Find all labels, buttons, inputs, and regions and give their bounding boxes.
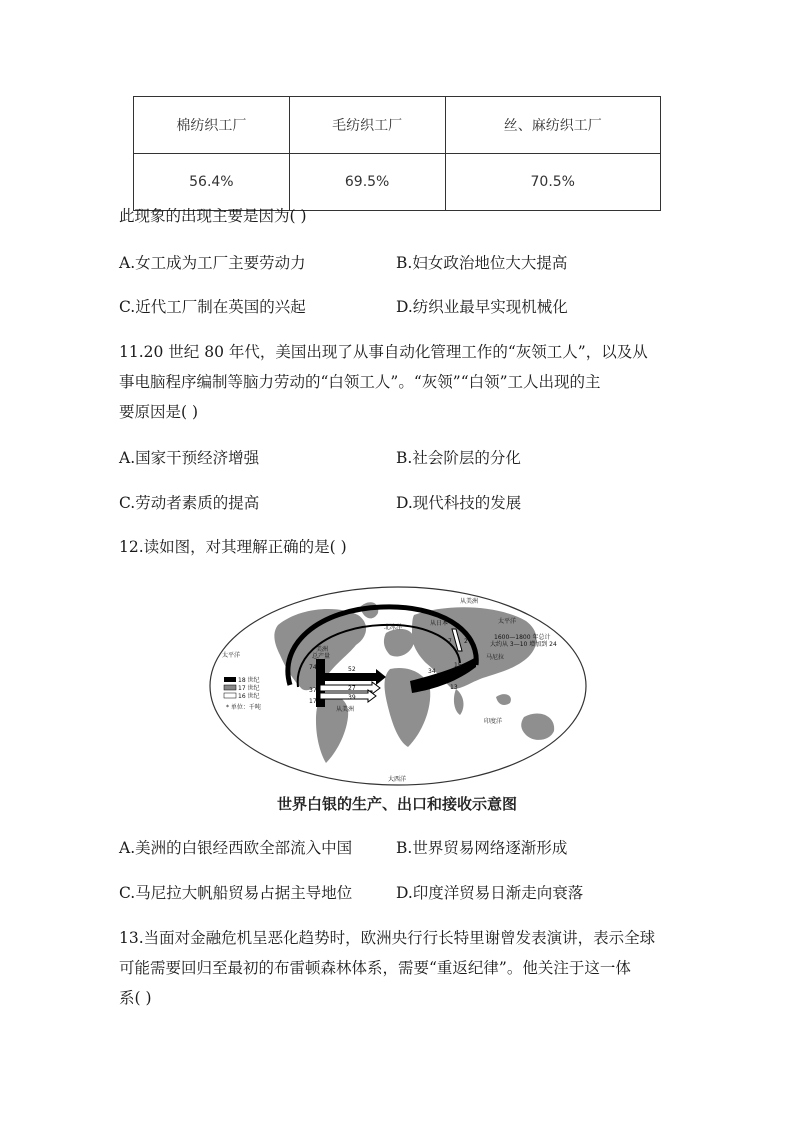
option-d[interactable]: D.纺织业最早实现机械化 — [396, 298, 568, 316]
question-stem-line: 13.当面对金融危机呈恶化趋势时，欧洲央行行长特里谢曾发表演讲，表示全球 — [119, 929, 656, 947]
value-label: 39 — [348, 694, 356, 701]
question-stem-line: 要原因是( ) — [119, 403, 199, 421]
question-stem-line: 11.20 世纪 80 年代，美国出现了从事自动化管理工作的“灰领工人”，以及从 — [119, 343, 648, 361]
silver-flow-map — [208, 585, 588, 787]
value-label: 13 — [450, 684, 458, 691]
value-label: 52 — [348, 666, 356, 673]
option-a[interactable]: A.美洲的白银经西欧全部流入中国 — [119, 839, 353, 857]
city-label: 马尼拉 — [486, 654, 505, 661]
legend-label: 18 世纪 — [238, 677, 260, 684]
option-b[interactable]: B.社会阶层的分化 — [396, 449, 521, 467]
legend-label: 17 世纪 — [238, 685, 260, 692]
ocean-label: 太平洋 — [222, 652, 241, 659]
value-label: 37 — [309, 687, 317, 694]
question-stem: 此现象的出现主要是因为( ) — [119, 207, 307, 225]
legend-swatch-18 — [224, 677, 236, 682]
table-header-cell: 棉纺织工厂 — [134, 97, 290, 154]
value-label: 7 — [448, 638, 452, 645]
value-label: 74 — [309, 664, 317, 671]
value-label: 27 — [348, 685, 356, 692]
world-map-figure — [208, 585, 588, 787]
option-c[interactable]: C.近代工厂制在英国的兴起 — [119, 298, 306, 316]
table-cell: 70.5% — [445, 154, 661, 211]
table-header-cell: 丝、麻纺织工厂 — [445, 97, 661, 154]
ocean-label: 北冰洋 — [384, 624, 403, 631]
option-a[interactable]: A.国家干预经济增强 — [119, 449, 260, 467]
production-bar — [316, 659, 325, 707]
female-worker-ratio-table — [133, 96, 661, 211]
route-label: 从日本 — [430, 620, 449, 627]
legend-swatch-17 — [224, 685, 236, 690]
legend-swatch-16 — [224, 693, 236, 698]
option-a[interactable]: A.女工成为工厂主要劳动力 — [119, 254, 306, 272]
option-d[interactable]: D.现代科技的发展 — [396, 494, 522, 512]
table-header-row — [134, 97, 661, 154]
unit-note: * 单位：千吨 — [226, 704, 261, 711]
question-stem: 12.读如图，对其理解正确的是( ) — [119, 538, 347, 556]
route-label: 从美洲 — [336, 706, 355, 713]
question-stem-line: 事电脑程序编制等脑力劳动的“白领工人”。“灰领”“白领”工人出现的主 — [119, 373, 601, 391]
legend-label: 16 世纪 — [238, 693, 260, 700]
region-label: 美洲 — [316, 646, 329, 653]
map-caption: 世界白银的生产、出口和接收示意图 — [276, 795, 517, 813]
value-label: 17 — [309, 698, 317, 705]
table-header-cell: 毛纺织工厂 — [289, 97, 445, 154]
table-cell: 56.4% — [134, 154, 290, 211]
value-label: 34 — [428, 668, 436, 675]
question-stem-line: 可能需要回归至最初的布雷顿森林体系，需要“重返纪律”。他关注于这一体 — [119, 959, 631, 977]
map-note: 大约从 3—10 增加到 24 — [490, 641, 557, 648]
option-b[interactable]: B.妇女政治地位大大提高 — [396, 254, 568, 272]
table-cell: 69.5% — [289, 154, 445, 211]
table-row — [134, 154, 661, 211]
map-note: 1600—1800 年总计 — [494, 634, 551, 641]
option-d[interactable]: D.印度洋贸易日渐走向衰落 — [396, 884, 584, 902]
ocean-label: 大西洋 — [388, 776, 407, 783]
question-stem-line: 系( ) — [119, 989, 152, 1007]
region-label: 总产量 — [312, 653, 331, 660]
option-c[interactable]: C.马尼拉大帆船贸易占据主导地位 — [119, 884, 353, 902]
route-label: 从美洲 — [460, 598, 479, 605]
value-label: 15 — [454, 662, 462, 669]
value-label: 2 — [464, 638, 468, 645]
ocean-label: 太平洋 — [498, 618, 517, 625]
ocean-label: 印度洋 — [484, 718, 503, 725]
option-c[interactable]: C.劳动者素质的提高 — [119, 494, 260, 512]
option-b[interactable]: B.世界贸易网络逐渐形成 — [396, 839, 568, 857]
